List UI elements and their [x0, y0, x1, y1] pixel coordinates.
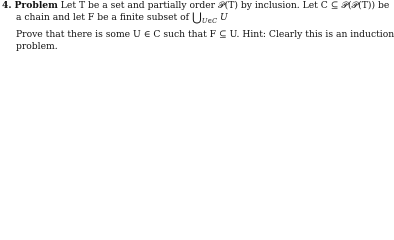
problem-statement-part-3: Prove that there is some U ∈ C such that F ⊆ U. Hint: Clearly this is an induction — [16, 29, 394, 40]
problem-statement-part-2: a chain and let F be a finite subset of — [16, 11, 190, 23]
problem-line-2 — [2, 9, 348, 28]
union-subscript: U∈C — [201, 16, 218, 25]
problem-title: Problem — [14, 0, 58, 11]
problem-statement-part-4: problem. — [16, 40, 58, 52]
problem-line-1 — [2, 0, 390, 12]
union-variable: U — [220, 11, 228, 23]
problem-block — [2, 0, 394, 52]
problem-statement-part-1: Let T be a set and partially order 𝒫(T) by inclusion. Let C ⊆ 𝒫(𝒫(T)) be — [60, 0, 390, 11]
problem-line-4 — [2, 41, 348, 53]
union-symbol: ⋃ — [192, 9, 202, 24]
problem-number: 4. — [2, 0, 12, 11]
problem-line-3 — [2, 29, 394, 41]
